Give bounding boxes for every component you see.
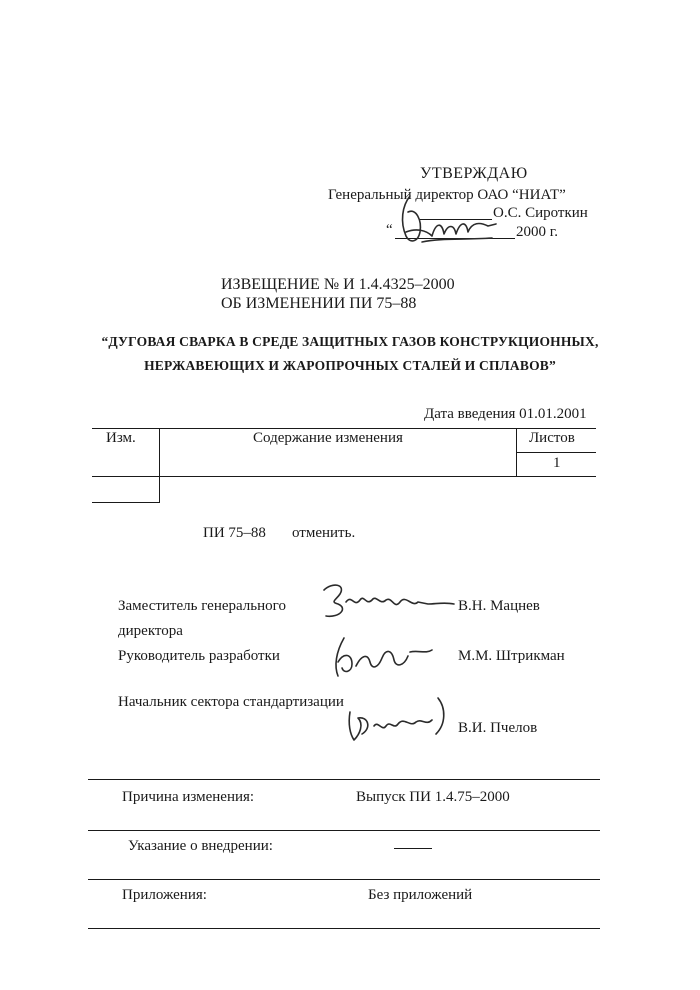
footer-rule-1 [88, 779, 600, 780]
attachments-value: Без приложений [368, 887, 473, 903]
signatory-role-continued: директора [118, 623, 183, 639]
table-col-divider-2 [516, 428, 517, 477]
attachments-label: Приложения: [122, 887, 207, 903]
director-signature [392, 192, 502, 247]
introduction-date: Дата введения 01.01.2001 [424, 406, 587, 422]
implementation-label: Указание о внедрении: [128, 838, 273, 854]
signature-shtrikman [322, 632, 442, 682]
footer-rule-3 [88, 879, 600, 880]
table-col-divider-1 [159, 428, 160, 503]
signatory-name: В.Н. Мацнев [458, 598, 540, 614]
notice-subject: ОБ ИЗМЕНЕНИИ ПИ 75–88 [221, 295, 417, 312]
signatory-name: М.М. Штрикман [458, 648, 565, 664]
signatory-role: Заместитель генерального [118, 598, 286, 614]
signature-matsnev [316, 580, 456, 625]
table-header-content: Содержание изменения [253, 430, 403, 446]
signatory-role: Руководитель разработки [118, 648, 280, 664]
table-header-change: Изм. [106, 430, 136, 446]
implementation-dash [394, 848, 432, 849]
footer-rule-4 [88, 928, 600, 929]
approval-year: 2000 г. [516, 224, 558, 240]
document-title-line1: “ДУГОВАЯ СВАРКА В СРЕДЕ ЗАЩИТНЫХ ГАЗОВ КОНСТРУКЦИОННЫХ, [101, 334, 599, 349]
signature-pchelov [340, 694, 460, 746]
change-reason-value: Выпуск ПИ 1.4.75–2000 [356, 789, 510, 805]
document-title-line2: НЕРЖАВЕЮЩИХ И ЖАРОПРОЧНЫХ СТАЛЕЙ И СПЛАВОВ” [144, 358, 556, 373]
footer-rule-2 [88, 830, 600, 831]
approval-title: УТВЕРЖДАЮ [420, 165, 528, 182]
table-header-sheets: Листов [529, 430, 575, 446]
notice-number: ИЗВЕЩЕНИЕ № И 1.4.4325–2000 [221, 276, 455, 293]
approval-date-quote: “ [386, 222, 393, 238]
change-table [92, 428, 596, 503]
change-reason-label: Причина изменения: [122, 789, 255, 805]
signatory-role: Начальник сектора стандартизации [118, 694, 344, 710]
table-bottom-border [92, 502, 159, 503]
approval-position: Генеральный директор ОАО “НИАТ” [328, 187, 566, 203]
signatory-name: В.И. Пчелов [458, 720, 538, 736]
table-sheets-divider [516, 452, 596, 453]
cancel-action: отменить. [292, 525, 356, 541]
table-top-border [92, 428, 596, 429]
approval-name: О.С. Сироткин [493, 205, 588, 221]
cancelled-document: ПИ 75–88 [203, 525, 266, 541]
table-sheets-value: 1 [553, 455, 561, 471]
table-mid-border [92, 476, 596, 477]
